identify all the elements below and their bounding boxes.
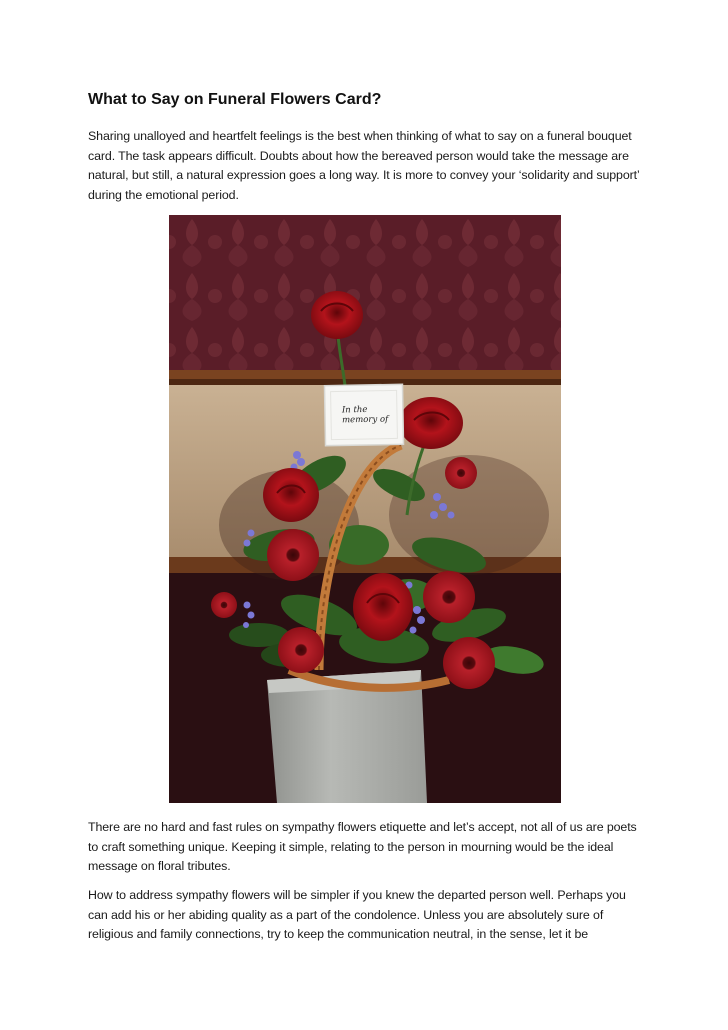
card-line-1: In the — [341, 404, 368, 416]
right-rose — [399, 397, 463, 449]
card-line-2: memory of — [342, 414, 389, 426]
intro-paragraph: Sharing unalloyed and heartfelt feelings is the best when thinking of what to say on a funeral bouquet card. The task appears difficult. Doubts about how the bereaved person would take the message are natural, but still, a natural expression goes a long way. It is more to convey your ‘solidarity and support’ during the emotional period. — [88, 129, 640, 202]
address-paragraph: How to address sympathy flowers will be simpler if you knew the departed person well. Perhaps you can add his or her abiding quality as a part of the condolence. Unless you are absolutely sure of religious and family connections, try to keep the communication neutral, in the sense, let it be — [88, 888, 626, 941]
top-rose — [311, 291, 363, 339]
funeral-flowers-photo — [169, 215, 561, 803]
page-title: What to Say on Funeral Flowers Card? — [88, 91, 382, 108]
center-rose — [353, 573, 413, 641]
dado-rail — [169, 370, 561, 380]
left-rose — [263, 468, 319, 522]
sympathy-card — [324, 384, 403, 445]
wallpaper-area — [169, 215, 561, 375]
etiquette-paragraph: There are no hard and fast rules on sympathy flowers etiquette and let’s accept, not all of us are poets to craft something unique. Keeping it simple, relating to the person in mourning would be the ideal message on floral tributes. — [88, 820, 637, 873]
